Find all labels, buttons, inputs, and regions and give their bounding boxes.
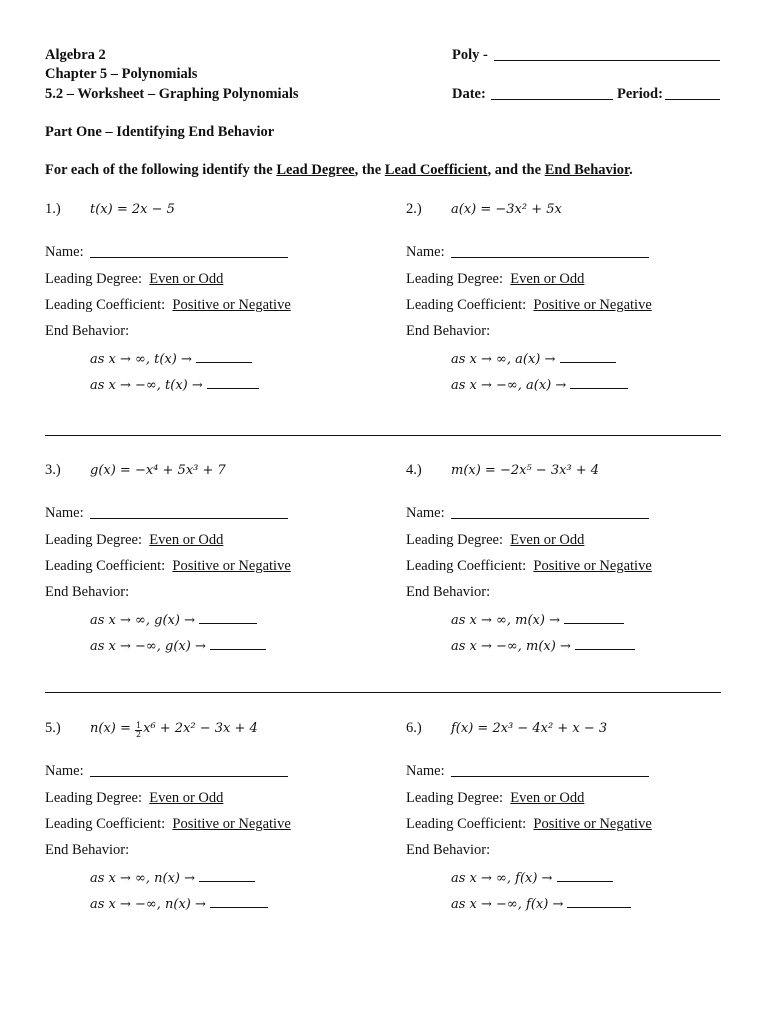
end-behavior-neg-inf <box>451 377 628 393</box>
neg-inf-text: as x → −∞, m(x) → <box>451 639 571 654</box>
coefficient-choice[interactable]: Positive or Negative <box>533 558 652 574</box>
end-behavior-pos-inf <box>451 870 613 886</box>
function-equation <box>90 721 258 739</box>
lead-degree-term: Lead Degree <box>276 162 355 178</box>
end-behavior-neg-inf <box>451 896 631 912</box>
leading-degree-label: Leading Degree: <box>406 271 504 287</box>
leading-coefficient-label: Leading Coefficient: <box>45 558 166 574</box>
name-blank[interactable] <box>451 245 649 258</box>
pos-inf-text: as x → ∞, m(x) → <box>451 613 560 628</box>
function-expression: m(x) = −2x⁵ − 3x³ + 4 <box>451 463 600 478</box>
problem-number: 2.) <box>406 201 422 217</box>
problem-number: 6.) <box>406 720 422 736</box>
leading-coefficient-label: Leading Coefficient: <box>45 816 166 832</box>
problem-number: 5.) <box>45 720 61 736</box>
end-behavior-label: End Behavior: <box>45 323 130 339</box>
course-title: Algebra 2 <box>45 47 106 63</box>
pos-inf-text: as x → ∞, n(x) → <box>90 871 196 886</box>
pos-inf-answer-blank[interactable] <box>196 351 252 363</box>
name-blank[interactable] <box>90 764 288 777</box>
end-behavior-pos-inf <box>90 612 257 628</box>
neg-inf-answer-blank[interactable] <box>210 896 268 908</box>
leading-coefficient-row <box>45 297 291 314</box>
end-behavior-label: End Behavior: <box>406 584 491 600</box>
neg-inf-answer-blank[interactable] <box>210 638 266 650</box>
function-expression: t(x) = 2x − 5 <box>90 202 175 217</box>
instructions <box>45 162 633 179</box>
name-blank[interactable] <box>451 506 649 519</box>
name-blank[interactable] <box>451 764 649 777</box>
end-behavior-neg-inf <box>90 377 259 393</box>
part-one-title: Part One – Identifying End Behavior <box>45 124 275 140</box>
leading-degree-row <box>45 271 223 288</box>
leading-degree-row <box>45 790 223 807</box>
leading-coefficient-label: Leading Coefficient: <box>45 297 166 313</box>
problem-number: 3.) <box>45 462 61 478</box>
leading-degree-row <box>45 532 223 549</box>
end-behavior-pos-inf <box>90 870 255 886</box>
leading-coefficient-row <box>406 816 652 833</box>
name-blank[interactable] <box>90 245 288 258</box>
degree-choice[interactable]: Even or Odd <box>149 271 224 287</box>
end-behavior-pos-inf <box>90 351 252 367</box>
poly-label: Poly - <box>452 47 488 63</box>
fraction-denominator: 2 <box>136 730 142 739</box>
coefficient-choice[interactable]: Positive or Negative <box>172 816 291 832</box>
name-label: Name: <box>45 763 84 779</box>
coefficient-choice[interactable]: Positive or Negative <box>172 558 291 574</box>
function-expression: a(x) = −3x² + 5x <box>451 202 562 217</box>
end-behavior-pos-inf <box>451 612 624 628</box>
neg-inf-text: as x → −∞, g(x) → <box>90 639 206 654</box>
leading-coefficient-row <box>45 558 291 575</box>
pos-inf-answer-blank[interactable] <box>199 612 257 624</box>
leading-degree-row <box>406 532 584 549</box>
pos-inf-text: as x → ∞, f(x) → <box>451 871 553 886</box>
lead-coefficient-term: Lead Coefficient <box>384 162 488 178</box>
end-behavior-label: End Behavior: <box>45 842 130 858</box>
pos-inf-answer-blank[interactable] <box>560 351 616 363</box>
function-equation <box>451 721 607 736</box>
function-expression: f(x) = 2x³ − 4x² + x − 3 <box>451 721 608 736</box>
leading-coefficient-row <box>406 558 652 575</box>
worksheet-title: 5.2 – Worksheet – Graphing Polynomials <box>45 86 299 102</box>
section-divider <box>45 692 721 693</box>
neg-inf-text: as x → −∞, n(x) → <box>90 897 206 912</box>
end-behavior-label: End Behavior: <box>45 584 130 600</box>
leading-degree-row <box>406 271 584 288</box>
function-equation <box>451 202 562 217</box>
degree-choice[interactable]: Even or Odd <box>149 532 224 548</box>
function-expression: g(x) = −x⁴ + 5x³ + 7 <box>90 463 226 478</box>
name-blank[interactable] <box>90 506 288 519</box>
name-label: Name: <box>406 763 445 779</box>
leading-degree-label: Leading Degree: <box>45 790 143 806</box>
end-behavior-label: End Behavior: <box>406 323 491 339</box>
end-behavior-neg-inf <box>90 638 266 654</box>
neg-inf-answer-blank[interactable] <box>207 377 259 389</box>
coefficient-choice[interactable]: Positive or Negative <box>533 297 652 313</box>
end-behavior-label: End Behavior: <box>406 842 491 858</box>
name-label: Name: <box>406 505 445 521</box>
instructions-text: For each of the following identify the <box>45 162 277 178</box>
leading-degree-label: Leading Degree: <box>45 532 143 548</box>
fraction <box>135 722 142 739</box>
name-label: Name: <box>406 244 445 260</box>
function-expression-suffix: x⁶ + 2x² − 3x + 4 <box>143 721 258 736</box>
fraction-numerator: 1 <box>136 721 142 730</box>
period-blank[interactable] <box>665 87 720 100</box>
neg-inf-answer-blank[interactable] <box>567 896 631 908</box>
poly-blank[interactable] <box>494 48 720 61</box>
coefficient-choice[interactable]: Positive or Negative <box>533 816 652 832</box>
end-behavior-neg-inf <box>90 896 268 912</box>
degree-choice[interactable]: Even or Odd <box>510 532 585 548</box>
name-label: Name: <box>45 505 84 521</box>
name-label: Name: <box>45 244 84 260</box>
instructions-end: . <box>629 162 633 178</box>
leading-coefficient-label: Leading Coefficient: <box>406 558 527 574</box>
neg-inf-text: as x → −∞, t(x) → <box>90 378 203 393</box>
leading-degree-label: Leading Degree: <box>406 790 504 806</box>
end-behavior-pos-inf <box>451 351 616 367</box>
end-behavior-term: End Behavior <box>544 162 630 178</box>
pos-inf-answer-blank[interactable] <box>557 870 613 882</box>
function-expression-prefix: n(x) = <box>90 721 136 736</box>
function-equation <box>90 202 175 217</box>
neg-inf-text: as x → −∞, f(x) → <box>451 897 564 912</box>
degree-choice[interactable]: Even or Odd <box>510 271 585 287</box>
problem-number: 4.) <box>406 462 422 478</box>
leading-coefficient-row <box>45 816 291 833</box>
pos-inf-answer-blank[interactable] <box>199 870 255 882</box>
neg-inf-answer-blank[interactable] <box>570 377 628 389</box>
section-divider <box>45 435 721 436</box>
coefficient-choice[interactable]: Positive or Negative <box>172 297 291 313</box>
problem-number: 1.) <box>45 201 61 217</box>
leading-degree-label: Leading Degree: <box>406 532 504 548</box>
leading-degree-row <box>406 790 584 807</box>
period-label: Period: <box>617 86 663 102</box>
date-blank[interactable] <box>491 87 613 100</box>
function-equation <box>451 463 599 478</box>
pos-inf-text: as x → ∞, t(x) → <box>90 352 192 367</box>
pos-inf-text: as x → ∞, a(x) → <box>451 352 556 367</box>
function-equation <box>90 463 226 478</box>
instructions-sep: , the <box>354 162 385 178</box>
instructions-sep: , and the <box>487 162 545 178</box>
leading-degree-label: Leading Degree: <box>45 271 143 287</box>
date-label: Date: <box>452 86 486 102</box>
end-behavior-neg-inf <box>451 638 635 654</box>
leading-coefficient-row <box>406 297 652 314</box>
neg-inf-answer-blank[interactable] <box>575 638 635 650</box>
pos-inf-answer-blank[interactable] <box>564 612 624 624</box>
pos-inf-text: as x → ∞, g(x) → <box>90 613 195 628</box>
degree-choice[interactable]: Even or Odd <box>510 790 585 806</box>
degree-choice[interactable]: Even or Odd <box>149 790 224 806</box>
chapter-title: Chapter 5 – Polynomials <box>45 66 198 82</box>
neg-inf-text: as x → −∞, a(x) → <box>451 378 567 393</box>
leading-coefficient-label: Leading Coefficient: <box>406 816 527 832</box>
leading-coefficient-label: Leading Coefficient: <box>406 297 527 313</box>
